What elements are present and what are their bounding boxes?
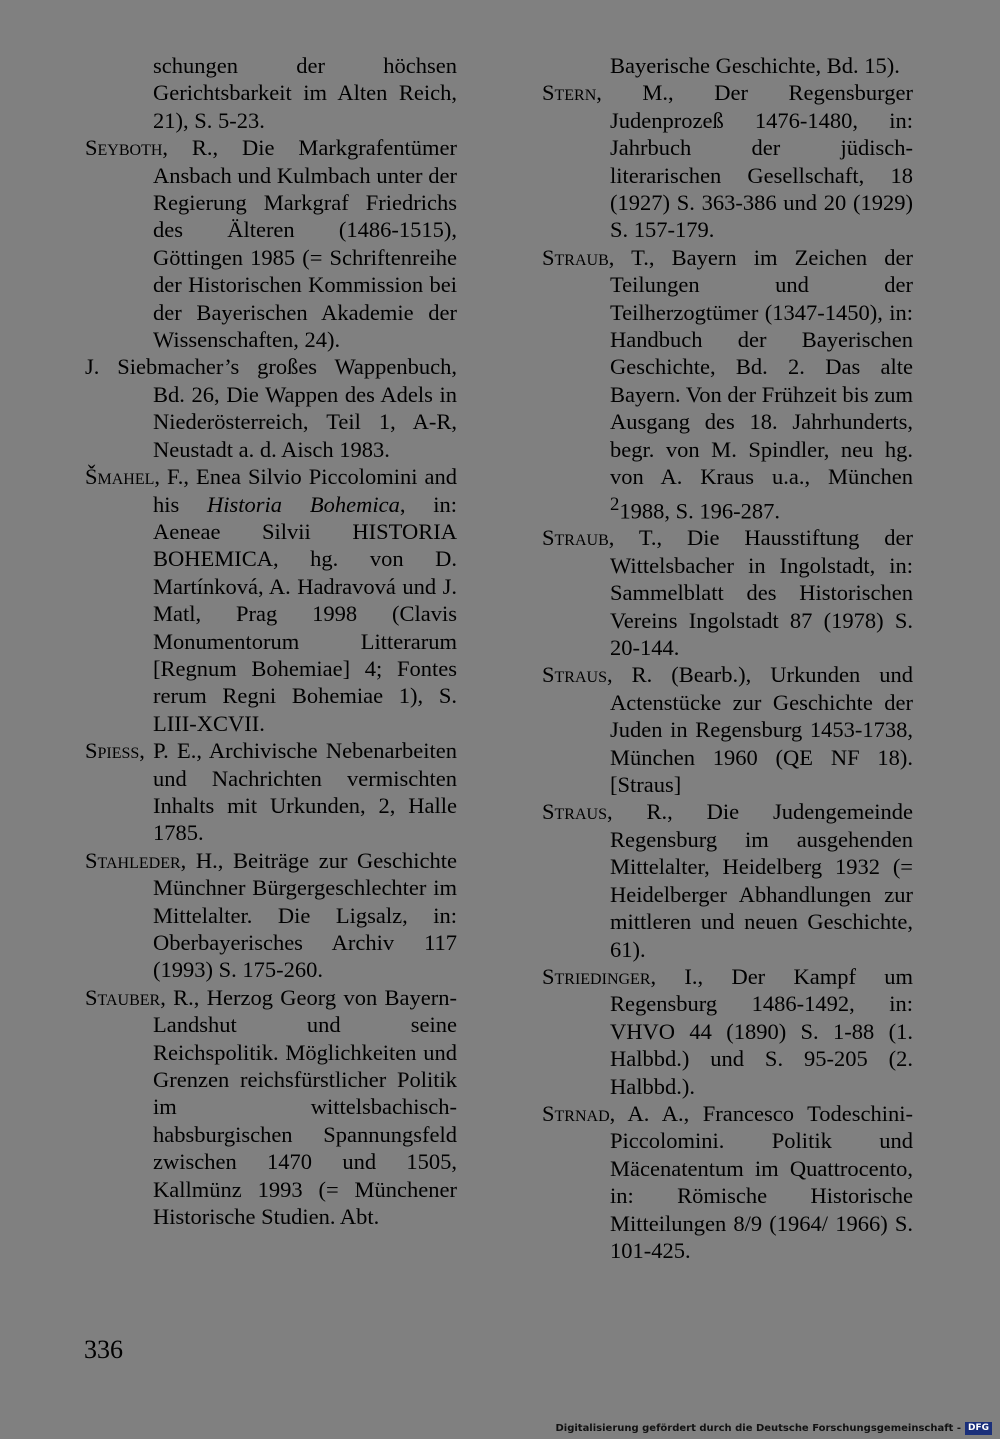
dfg-logo: DFG: [965, 1422, 992, 1435]
entry-author: Stauber, R.,: [85, 984, 200, 1010]
entry-text: , in: Aeneae Silvii HISTORIA BOHEMICA, hg. von D. Martínková, A. Hadravová und J. Matl, Prag 1998 (Clavis Monumentorum Litterarum [Regnum Bohemiae] 4; Fontes rerum Regni Bohemiae 1), S. LIII-XCVII.: [153, 491, 457, 736]
entry-author: Striedinger, I.,: [542, 963, 704, 989]
entry-author: Strnad, A. A.,: [542, 1100, 690, 1126]
digitization-footer: [555, 1422, 992, 1435]
entry-text: J. Siebmacher’s großes Wappenbuch, Bd. 26, Die Wappen des Adels in Niederösterreich, Teil 1, A-R, Neustadt a. d. Aisch 1983.: [85, 354, 457, 462]
entry-text: Der Regensburger Judenprozeß 1476-1480, in: Jahrbuch der jüdisch-literarischen Gesellschaft, 18 (1927) S. 363-386 und 20 (1929) S. 157-179.: [610, 80, 913, 243]
bibliography-entry: [542, 661, 913, 798]
footer-text: Digitalisierung gefördert durch die Deutsche Forschungsgemeinschaft -: [555, 1423, 961, 1434]
entry-text: (Bearb.), Urkunden und Actenstücke zur Geschichte der Juden in Regensburg 1453-1738, München 1960 (QE NF 18). [Straus]: [610, 662, 913, 798]
entry-author: Stahleder, H.,: [85, 847, 224, 873]
entry-author: Straub, T.,: [542, 525, 663, 551]
entry-italic-title: Historia Bohemica: [207, 491, 400, 517]
entry-author: Seyboth, R.,: [85, 135, 219, 161]
entry-text: Der Kampf um Regensburg 1486-1492, in: VHVO 44 (1890) S. 1-88 (1. Halbbd.) und S. 95-205 (2. Halbbd.).: [610, 963, 913, 1099]
bibliography-entry: [85, 353, 457, 463]
entry-text: Die Hausstiftung der Wittelsbacher in Ingolstadt, in: Sammelblatt des Historischen Vereins Ingolstadt 87 (1978) S. 20-144.: [610, 525, 913, 661]
entry-text: Bayern im Zeichen der Teilungen und der Teilherzogtümer (1347-1450), in: Handbuch der Bayerischen Geschichte, Bd. 2. Das alte Bayern. Von der Frühzeit bis zum Ausgang des 18. Jahrhunderts, begr. von M. Spindler, neu hg. von A. Kraus u.a., München: [610, 244, 913, 490]
bibliography-entry: [542, 963, 913, 1100]
bibliography-entry: [542, 79, 913, 243]
bibliography-entry: [542, 244, 913, 525]
page-number: 336: [84, 1335, 123, 1364]
edition-superscript: 2: [610, 493, 620, 515]
entry-text: Francesco Todeschini-Piccolomini. Politik und Mäcenatentum im Quattrocento, in: Römische Historische Mitteilungen 8/9 (1964/ 1966) S. 101-425.: [610, 1100, 913, 1263]
continuation-text: Bayerische Geschichte, Bd. 15).: [610, 53, 900, 78]
entry-text: Archivische Nebenarbeiten und Nachrichten vermischten Inhalts mit Urkunden, 2, Halle 1785.: [153, 738, 457, 846]
entry-author: Šmahel, F.,: [85, 464, 189, 490]
bibliography-entry: [542, 1100, 913, 1264]
entry-author: Straus, R.,: [542, 799, 673, 825]
bibliography-entry: [542, 798, 913, 962]
right-column: [542, 52, 913, 1264]
entry-text: 1988, S. 196-287.: [619, 498, 781, 523]
bibliography-entry: [542, 524, 913, 661]
entry-author: Spiess, P. E.,: [85, 738, 202, 764]
entry-author: Straus, R.: [542, 662, 653, 688]
bibliography-entry: [85, 463, 457, 737]
entry-text: Beiträge zur Geschichte Münchner Bürgergeschlechter im Mittelalter. Die Ligsalz, in: Oberbayerisches Archiv 117 (1993) S. 175-260.: [153, 847, 457, 983]
continuation-text: schungen der höchsen Gerichtsbarkeit im Alten Reich, 21), S. 5-23.: [153, 53, 457, 133]
bibliography-entry: [85, 984, 457, 1231]
entry-text: Enea Silvio Piccolomini and his: [153, 464, 458, 517]
left-column: [85, 52, 457, 1230]
entry-text: Die Judengemeinde Regensburg im ausgehenden Mittelalter, Heidelberg 1932 (= Heidelberger Abhandlungen zur mittleren und neuen Geschichte, 61).: [610, 799, 913, 962]
entry-text: Herzog Georg von Bayern-Landshut und seine Reichspolitik. Möglichkeiten und Grenzen reichsfürstlicher Politik im wittelsbachisch-habsburgischen Spannungsfeld zwischen 1470 und 1505, Kallmünz 1993 (= Münchener Historische Studien. Abt.: [153, 984, 457, 1230]
entry-author: Straub, T.,: [542, 244, 655, 270]
entry-text: Die Markgrafentümer Ansbach und Kulmbach unter der Regierung Markgraf Friedrichs des Älteren (1486-1515), Göttingen 1985 (= Schriftenreihe der Historischen Kommission bei der Bayerischen Akademie der Wissenschaften, 24).: [153, 135, 458, 353]
entry-author: Stern, M.,: [542, 80, 674, 106]
bibliography-entry: [85, 134, 457, 353]
bibliography-entry: [85, 737, 457, 847]
bibliography-entry: [85, 847, 457, 984]
